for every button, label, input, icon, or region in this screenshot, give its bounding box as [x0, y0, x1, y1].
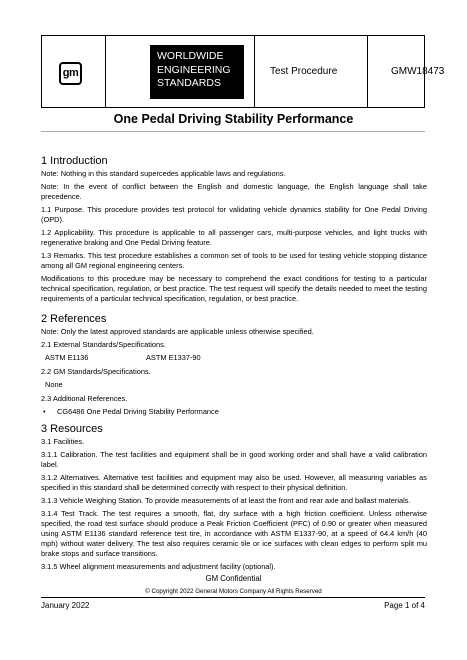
paragraph: 3.1.1 Calibration. The test facilities and equipment shall be in good working order and shall have a valid calibration label. — [41, 450, 427, 469]
section-heading-resources: 3 Resources — [41, 423, 103, 435]
section-heading-introduction: 1 Introduction — [41, 155, 108, 167]
doc-number: GMW18473 — [391, 66, 445, 77]
paragraph: 2.3 Additional References. — [41, 394, 128, 403]
bullet-text: CG6486 One Pedal Driving Stability Performance — [57, 407, 219, 416]
doc-type: Test Procedure — [270, 66, 338, 77]
paragraph: Note: Nothing in this standard supercedes applicable laws and regulations. — [41, 169, 286, 178]
gm-logo: gm — [59, 62, 82, 85]
section-heading-references: 2 References — [41, 313, 107, 325]
paragraph: 1.2 Applicability. This procedure is applicable to all passenger cars, multi-purpose vehicles, and light trucks with regenerative braking and One Pedal Driving feature. — [41, 228, 427, 247]
title-rule — [41, 131, 425, 132]
paragraph: 1.3 Remarks. This test procedure establishes a common set of tools to be used for testing vehicle stopping distance among all GM regional engineering centers. — [41, 251, 427, 270]
paragraph: Modifications to this procedure may be necessary to comprehend the exact conditions for testing to a particular technical specification, regulation, or best practice. The test request will specify the details needed to meet the testing requirements of a particular technical specification, regulation, or best practice. — [41, 274, 427, 303]
paragraph: 3.1.2 Alternatives. Alternative test facilities and equipment may also be used. However, all measuring variables as specified in this standard shall be determined correctly with respect to their physical definition. — [41, 473, 427, 492]
paragraph: 2.1 External Standards/Specifications. — [41, 340, 166, 349]
reference-astm-e1136: ASTM E1136 — [45, 353, 89, 362]
paragraph: 3.1.5 Wheel alignment measurements and adjustment facility (optional). — [41, 562, 276, 571]
confidential-label: GM Confidential — [205, 574, 262, 583]
bullet-item — [43, 407, 427, 417]
block-line-2: ENGINEERING — [157, 63, 231, 76]
header-text-layer — [41, 35, 445, 108]
content — [41, 155, 427, 575]
block-line-1: WORLDWIDE — [157, 50, 224, 62]
paragraph: 2.2 GM Standards/Specifications. — [41, 367, 151, 376]
footer-rule — [41, 597, 425, 598]
page-number: Page 1 of 4 — [384, 601, 425, 610]
paragraph: 3.1 Facilities. — [41, 437, 85, 446]
gm-references-none: None — [45, 380, 63, 389]
paragraph: Note: In the event of conflict between the English and domestic language, the English language shall take precedence. — [41, 182, 427, 201]
paragraph: 1.1 Purpose. This procedure provides test protocol for validating vehicle dynamics stability for One Pedal Driving (OPD). — [41, 205, 427, 224]
reference-astm-e1337: ASTM E1337-90 — [146, 353, 201, 362]
paragraph: 3.1.3 Vehicle Weighing Station. To provide measurements of at least the front and rear axle and ballast materials. — [41, 496, 411, 505]
page-title: One Pedal Driving Stability Performance — [113, 112, 354, 126]
block-line-3: STANDARDS — [157, 77, 221, 89]
copyright-notice: © Copyright 2022 General Motors Company All Rights Reserved — [145, 588, 322, 595]
external-references-row — [45, 353, 427, 363]
footer-date: January 2022 — [41, 601, 90, 610]
paragraph: Note: Only the latest approved standards are applicable unless otherwise specified. — [41, 327, 314, 336]
bullet-icon: • — [43, 407, 46, 416]
paragraph: 3.1.4 Test Track. The test requires a smooth, flat, dry surface with a high friction coefficient. Unless otherwise specified, the road test surface should produce a Peak Friction Coefficient (PFC) of 0.90 or greater when measured using ASTM E1136 standard reference test tire, in accordance with ASTM E1337-90, at a speed of 64.4 km/h (40 mph) without water delivery. The test also requires ceramic tile or ice surfaces with clean edges to perform split mu brake stops and surface transitions. — [41, 509, 427, 558]
